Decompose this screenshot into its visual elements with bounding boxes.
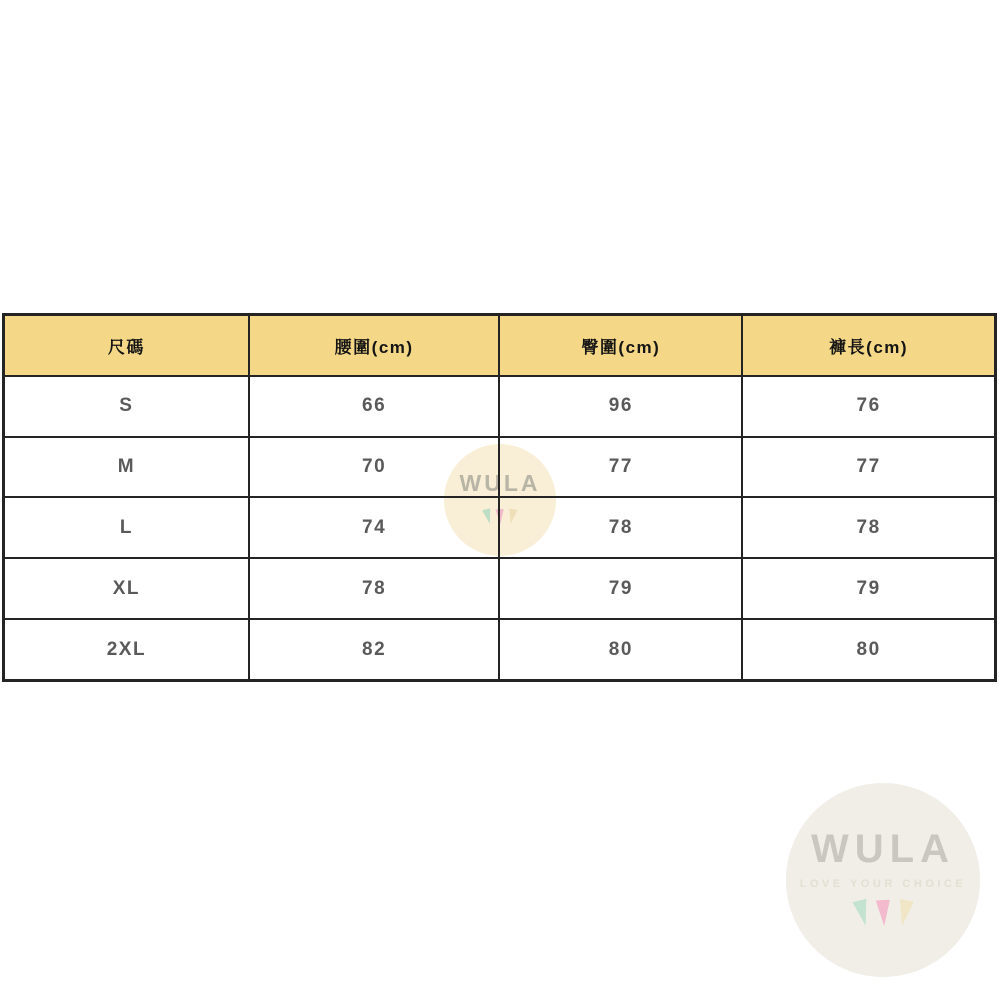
table-row-2xl	[5, 620, 994, 679]
waist-value-cell: 74	[250, 498, 501, 557]
size-label-cell: S	[5, 377, 250, 436]
hip-value-cell: 78	[500, 498, 743, 557]
column-header-size: 尺碼	[5, 316, 250, 375]
hip-value-cell: 80	[500, 620, 743, 679]
size-label-cell: XL	[5, 559, 250, 618]
waist-value-cell: 78	[250, 559, 501, 618]
size-chart-table	[2, 313, 997, 682]
length-value-cell: 79	[856, 577, 881, 599]
hip-value-cell: 96	[500, 377, 743, 436]
length-value-cell: 78	[856, 516, 881, 538]
waist-value-cell: 66	[250, 377, 501, 436]
triangle-mint-icon	[851, 898, 874, 927]
column-header-waist: 腰圍(cm)	[250, 316, 501, 375]
table-row-s	[5, 377, 994, 438]
hip-value-cell: 77	[500, 438, 743, 497]
table-header-row	[5, 316, 994, 377]
triangle-pink-icon	[874, 900, 892, 927]
length-value-cell: 77	[856, 456, 881, 478]
watermark-brand-text: WULA	[811, 827, 955, 871]
size-label-cell: M	[5, 438, 250, 497]
waist-value-cell: 82	[250, 620, 501, 679]
watermark-brand-text: WULA	[459, 470, 541, 496]
watermark-logo-triangles	[852, 900, 915, 926]
watermark-bottom-right	[786, 783, 980, 977]
length-value-cell: 76	[856, 395, 881, 417]
size-label-cell: L	[5, 498, 250, 557]
table-row-l	[5, 498, 994, 559]
watermark-tagline: LOVE YOUR CHOICE	[799, 878, 967, 890]
triangle-cream-icon	[893, 899, 915, 928]
column-header-length: 褲長(cm)	[743, 316, 994, 375]
hip-value-cell: 79	[500, 559, 743, 618]
waist-value-cell: 70	[250, 438, 501, 497]
column-header-hip: 臀圍(cm)	[500, 316, 743, 375]
table-row-xl	[5, 559, 994, 620]
length-value-cell: 80	[856, 638, 881, 660]
table-row-m	[5, 438, 994, 499]
size-label-cell: 2XL	[5, 620, 250, 679]
